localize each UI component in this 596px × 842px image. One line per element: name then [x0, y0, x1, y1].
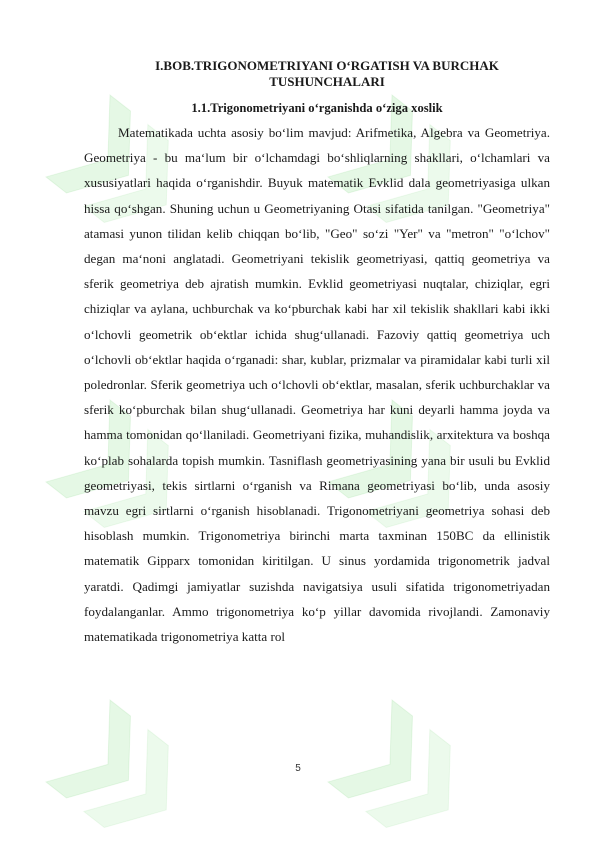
chapter-title: I.BOB.TRIGONOMETRIYANI O‘RGATISH VA BURCHAK TUSHUNCHALARI: [155, 58, 499, 89]
page-number: 5: [295, 763, 301, 774]
section-title: 1.1.Trigonometriyani o‘rganishda o‘ziga xoslik: [191, 101, 443, 115]
document-content: [84, 58, 550, 649]
body-paragraph: Matematikada uchta asosiy bo‘lim mavjud: Arifmetika, Algebra va Geometriya. Geometriya - bu ma‘lum bir o‘lchamdagi bo‘shliqlarning shakllari, o‘lchamlari va xususiyatlari haqida o‘rganishdir. Buyuk matematik Evklid dala geometriyasiga ulkan hissa qo‘shgan. Shuning uchun u Geometriyaning Otasi sifatida tanilgan. "Geometriya" atamasi yunon tilidan kelib chiqqan bo‘lib, "Geo" so‘zi "Yer" va "metron" "o‘lchov" degan ma‘noni anglatadi. Geometriyani tekislik geometriyasi, qattiq geometriya va sferik geometriya deb ajratish mumkin. Evklid geometriyasi nuqtalar, chiziqlar, egri chiziqlar va aylana, uchburchak va ko‘pburchak kabi har xil tekislik shakllari kabi ikki o‘lchovli geometrik ob‘ektlar ichida shug‘ullanadi. Fazoviy qattiq geometriya uch o‘lchovli ob‘ektlar haqida o‘rganadi: shar, kublar, prizmalar va piramidalar kabi turli xil poledronlar. Sferik geometriya uch o‘lchovli ob‘ektlar, masalan, sferik uchburchaklar va sferik ko‘pburchak bilan shug‘ullanadi. Geometriya har kuni deyarli hamma joyda va hamma tomonidan qo‘llaniladi. Geometriyani fizika, muhandislik, arxitektura va boshqa ko‘plab sohalarda topish mumkin. Tasniflash geometriyasining yana bir usuli bu Evklid geometriyasi, tekis sirtlarni o‘rganish va Rimana geometriyasi bo‘lib, unda asosiy mavzu egri sirtlarni o‘rganish hisoblanadi. Trigonometriyani geometriya sohasi deb hisoblash mumkin. Trigonometriya birinchi marta taxminan 150BC da ellinistik matematik Gipparx tomonidan kiritilgan. U sinus yordamida trigonometrik jadval yaratdi. Qadimgi jamiyatlar suzishda navigatsiya usuli sifatida trigonometriyadan foydalanganlar. Ammo trigonometriya ko‘p yillar davomida rivojlandi. Zamonaviy matematikada trigonometriya katta rol: [84, 125, 550, 645]
